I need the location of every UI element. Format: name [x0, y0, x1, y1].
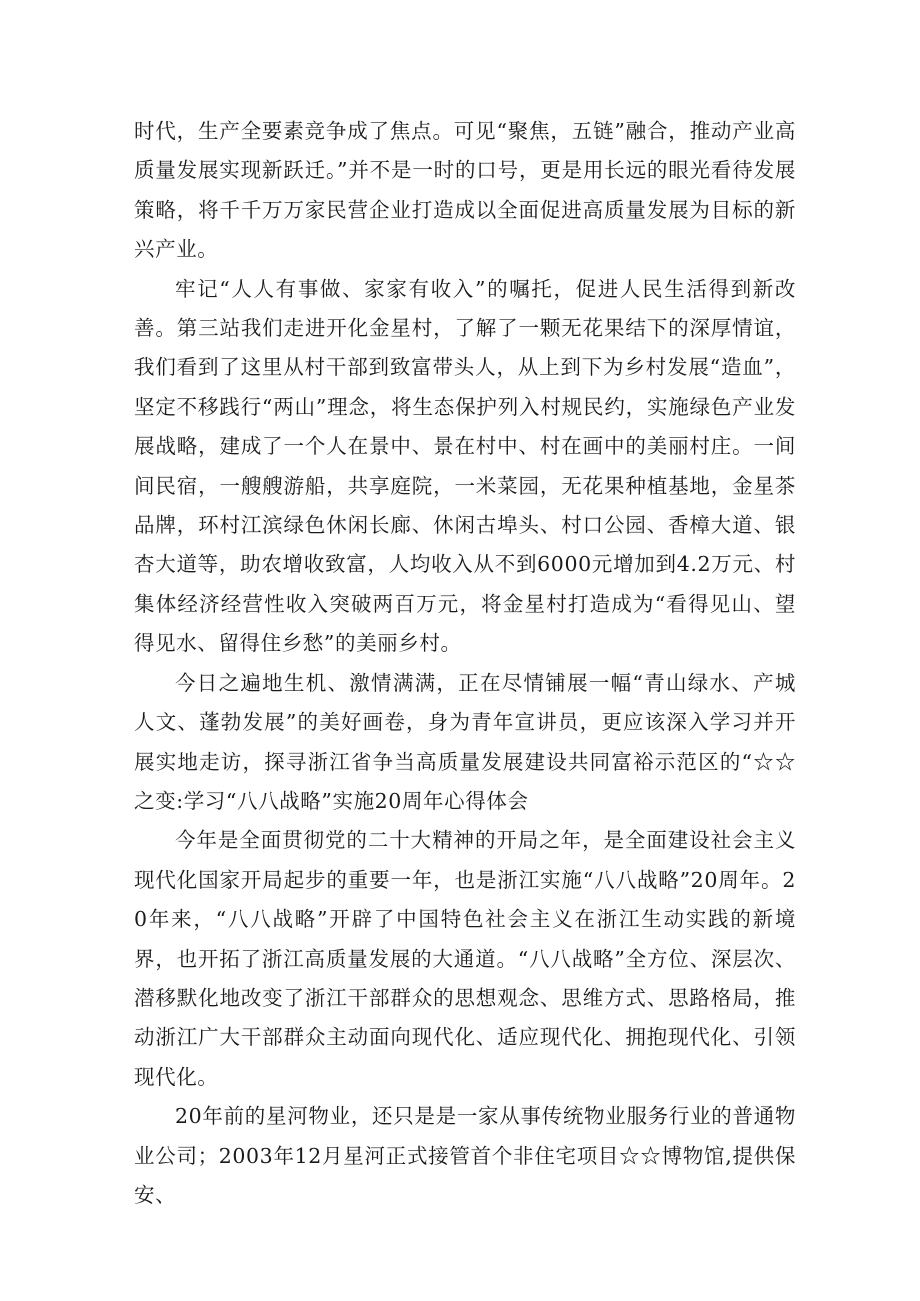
paragraph-1: 时代，生产全要素竞争成了焦点。可见“聚焦，五链”融合，推动产业高质量发展实现新跃迁。”并不是一时的口号，更是用长远的眼光看待发展策略，将千千万万家民营企业打造成以全面促进高质量发展为目标的新兴产业。 [134, 119, 796, 262]
paragraph-5: 20年前的星河物业，还只是是一家从事传统物业服务行业的普通物业公司；2003年12月星河正式接管首个非住宅项目☆☆博物馆,提供保安、 [134, 1104, 796, 1207]
document-body [134, 112, 796, 1215]
paragraph-4: 今年是全面贯彻党的二十大精神的开局之年，是全面建设社会主义现代化国家开局起步的重要一年，也是浙江实施“八八战略”20周年。20年来，“八八战略”开辟了中国特色社会主义在浙江生动实践的新境界，也开拓了浙江高质量发展的大通道。“八八战略”全方位、深层次、潜移默化地改变了浙江干部群众的思想观念、思维方式、思路格局，推动浙江广大干部群众主动面向现代化、适应现代化、拥抱现代化、引领现代化。 [134, 828, 796, 1089]
paragraph-2: 牢记“人人有事做、家家有收入”的嘱托，促进人民生活得到新改善。第三站我们走进开化金星村，了解了一颗无花果结下的深厚情谊，我们看到了这里从村干部到致富带头人，从上到下为乡村发展“造血”，坚定不移践行“两山”理念，将生态保护列入村规民约，实施绿色产业发展战略，建成了一个人在景中、景在村中、村在画中的美丽村庄。一间间民宿，一艘艘游船，共享庭院，一米菜园，无花果种植基地，金星茶品牌，环村江滨绿色休闲长廊、休闲古埠头、村口公园、香樟大道、银杏大道等，助农增收致富，人均收入从不到6000元增加到4.2万元、村集体经济经营性收入突破两百万元，将金星村打造成为“看得见山、望得见水、留得住乡愁”的美丽乡村。 [134, 276, 796, 656]
paragraph-3: 今日之遍地生机、激情满满，正在尽情铺展一幅“青山绿水、产城人文、蓬勃发展”的美好画卷，身为青年宣讲员，更应该深入学习并开展实地走访，探寻浙江省争当高质量发展建设共同富裕示范区的“☆☆之变:学习“八八战略”实施20周年心得体会 [134, 670, 796, 813]
